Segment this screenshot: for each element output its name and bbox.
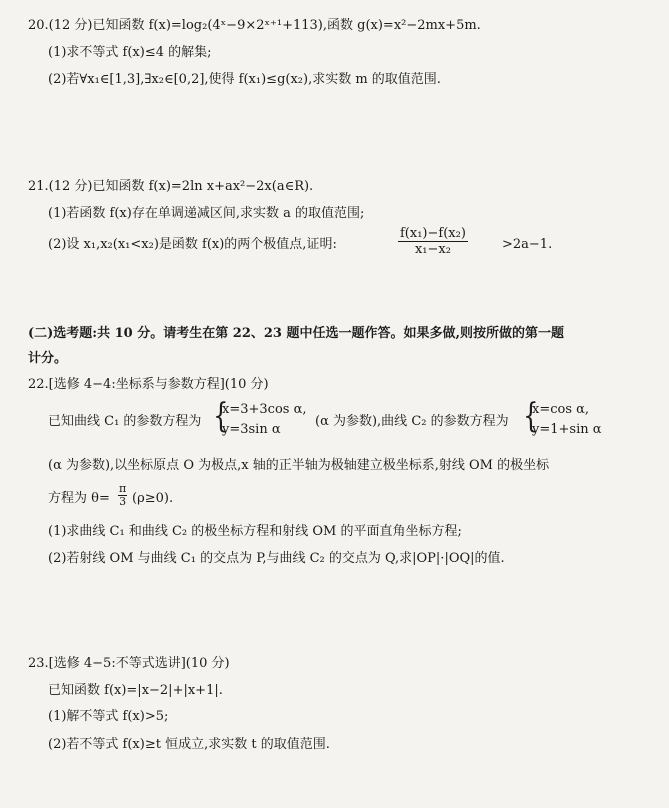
q20-part2: (2)若∀x₁∈[1,3],∃x₂∈[0,2],使得 f(x₁)≤g(x₂),求实数 m 的取值范围. [48, 72, 441, 87]
q20-part1: (1)求不等式 f(x)≤4 的解集; [48, 45, 212, 60]
q22-c2-y-eq: y=1+sin α [532, 422, 602, 437]
q21-part2-text: (2)设 x₁,x₂(x₁<x₂)是函数 f(x)的两个极值点,证明: [48, 237, 337, 252]
q21-fraction-numerator: f(x₁)−f(x₂) [400, 226, 466, 241]
q22-part2: (2)若射线 OM 与曲线 C₁ 的交点为 P,与曲线 C₂ 的交点为 Q,求|OP|·|OQ|的值. [48, 551, 505, 566]
q23-part2: (2)若不等式 f(x)≥t 恒成立,求实数 t 的取值范围. [48, 737, 330, 752]
q21-heading: 21.(12 分)已知函数 f(x)=2ln x+ax²−2x(a∈R). [28, 179, 314, 194]
q22-part1: (1)求曲线 C₁ 和曲线 C₂ 的极坐标方程和射线 OM 的平面直角坐标方程; [48, 524, 462, 539]
q22-text1: 已知曲线 C₁ 的参数方程为 [48, 414, 202, 429]
q22-text2: (α 为参数),曲线 C₂ 的参数方程为 [315, 414, 509, 429]
q22-text4-tail: (ρ≥0). [132, 491, 174, 506]
section-header-line1: (二)选考题:共 10 分。请考生在第 22、23 题中任选一题作答。如果多做,则按所做的第一题 [28, 326, 565, 341]
q20-heading: 20.(12 分)已知函数 f(x)=log₂(4ˣ−9×2ˣ⁺¹+113),函数 g(x)=x²−2mx+5m. [28, 18, 481, 33]
q22-c2-x-eq: x=cos α, [532, 402, 590, 417]
q22-pi-fraction [118, 483, 127, 508]
q23-part1: (1)解不等式 f(x)>5; [48, 709, 169, 724]
q23-text1: 已知函数 f(x)=|x−2|+|x+1|. [48, 683, 223, 698]
q22-pi-denominator: 3 [119, 495, 127, 508]
brace-icon: { [523, 396, 539, 436]
brace-icon: { [213, 396, 229, 436]
q21-fraction [398, 226, 468, 257]
q22-text4: 方程为 θ= [48, 491, 110, 506]
q22-c1-y-eq: y=3sin α [222, 422, 281, 437]
q22-heading: 22.[选修 4−4:坐标系与参数方程](10 分) [28, 377, 269, 392]
section-header-line2: 计分。 [28, 351, 68, 366]
q21-fraction-denominator: x₁−x₂ [414, 242, 451, 257]
q22-text3: (α 为参数),以坐标原点 O 为极点,x 轴的正半轴为极轴建立极坐标系,射线 OM 的极坐标 [48, 458, 550, 473]
q22-c1-x-eq: x=3+3cos α, [222, 402, 307, 417]
q21-part2-tail: >2a−1. [502, 237, 553, 252]
q21-part1: (1)若函数 f(x)存在单调递减区间,求实数 a 的取值范围; [48, 206, 365, 221]
q22-pi-numerator: π [119, 482, 127, 495]
q23-heading: 23.[选修 4−5:不等式选讲](10 分) [28, 656, 230, 671]
